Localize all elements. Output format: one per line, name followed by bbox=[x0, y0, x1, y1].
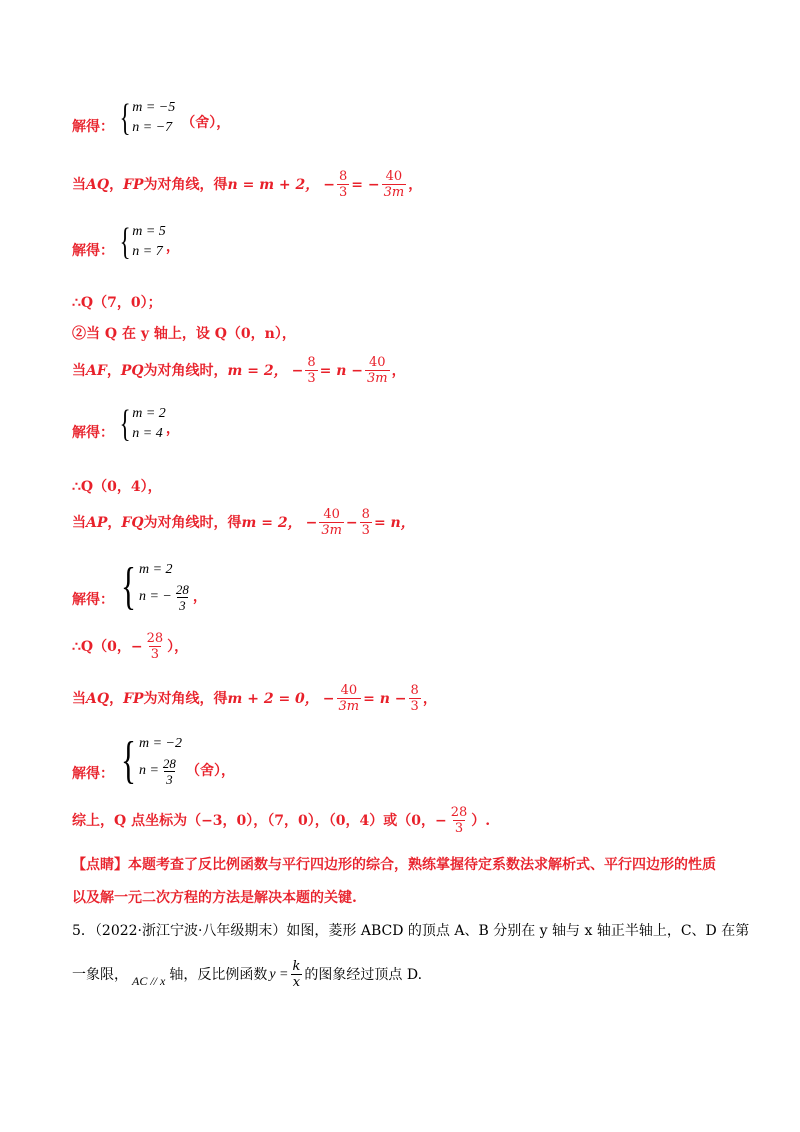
solve-label: 解得： bbox=[72, 592, 114, 608]
segment-label: AF bbox=[86, 362, 107, 379]
equation: m = 2， bbox=[227, 362, 288, 379]
fraction: $\frac{28}{3}$ bbox=[162, 755, 176, 787]
minus-sign: − bbox=[435, 812, 447, 829]
text: ∴Q（0， bbox=[72, 638, 131, 655]
segment-label: FP bbox=[123, 690, 144, 707]
dianjing-line-1 bbox=[72, 858, 716, 872]
segment-label: FQ bbox=[121, 514, 144, 531]
text: ， bbox=[109, 690, 124, 707]
equation-system bbox=[116, 98, 175, 138]
case-aq-fp-2 bbox=[72, 684, 437, 713]
result-q-7-0: ∴Q（7，0）； bbox=[72, 295, 162, 311]
case-aq-fp-1 bbox=[72, 170, 422, 199]
text: ）. bbox=[471, 812, 491, 829]
note: （舍）， bbox=[185, 763, 235, 779]
summary bbox=[72, 806, 490, 835]
text: ， bbox=[109, 176, 124, 193]
fraction: $\frac{40}{3m}$ bbox=[383, 169, 405, 200]
minus-sign: − bbox=[345, 514, 358, 531]
text: 当 bbox=[72, 514, 86, 531]
equals: = n − bbox=[363, 690, 407, 707]
fraction: $\frac{40}{3m}$ bbox=[321, 507, 342, 538]
dianjing-line-2: 以及解一元二次方程的方法是解决本题的关键. bbox=[72, 890, 357, 906]
solution-system-2 bbox=[72, 222, 180, 262]
text: ， bbox=[107, 514, 122, 531]
solution-system-4 bbox=[72, 560, 207, 614]
fraction: $\frac{28}{3}$ bbox=[146, 631, 164, 662]
fraction: $\frac{40}{3m}$ bbox=[367, 355, 388, 386]
text: 当 bbox=[72, 362, 86, 379]
solution-system-5 bbox=[72, 734, 235, 788]
case-af-pq bbox=[72, 356, 406, 385]
text: 为对角线，得 bbox=[143, 176, 228, 193]
fraction: $\frac{8}{3}$ bbox=[410, 683, 419, 714]
system-row: n = − $\frac{28}{3}$ bbox=[138, 581, 189, 613]
fraction: $\frac{8}{3}$ bbox=[338, 169, 348, 200]
text: = n， bbox=[373, 514, 415, 531]
brace-icon: { bbox=[119, 403, 131, 445]
text: ， bbox=[106, 362, 121, 379]
system-row: m = −5 bbox=[132, 100, 176, 115]
solution-system-1 bbox=[72, 98, 230, 138]
equation-system bbox=[116, 560, 193, 614]
segment-label: AP bbox=[86, 514, 108, 531]
solve-label: 解得： bbox=[72, 766, 114, 782]
equals: = n − bbox=[319, 362, 363, 379]
segment-label: AQ bbox=[86, 176, 110, 193]
system-row: m = 2 bbox=[132, 406, 166, 421]
text: ， bbox=[391, 362, 406, 379]
solve-label: 解得： bbox=[72, 425, 114, 441]
system-row: n = 4 bbox=[132, 426, 163, 441]
fraction: $\frac{k}{x}$ bbox=[292, 959, 301, 990]
system-row: m = 2 bbox=[138, 562, 173, 577]
equation-system bbox=[116, 222, 166, 262]
result-q-0-4: ∴Q（0，4）， bbox=[72, 479, 162, 495]
text: 一象限， bbox=[72, 966, 128, 983]
system-row: m = 5 bbox=[132, 224, 166, 239]
dianjing-tag: 【点睛】 bbox=[72, 857, 128, 873]
brace-icon: { bbox=[119, 221, 131, 263]
equation: m + 2 = 0， bbox=[227, 690, 319, 707]
fraction: $\frac{28}{3}$ bbox=[175, 581, 189, 613]
system-row: m = −2 bbox=[138, 736, 182, 751]
minus-sign: − bbox=[305, 514, 318, 531]
math-expression: y = bbox=[269, 966, 289, 982]
equals: = − bbox=[351, 176, 380, 193]
note: ， bbox=[165, 421, 180, 437]
case-2-header: ②当 Q 在 y 轴上，设 Q（0，n）， bbox=[72, 326, 296, 342]
text: 为对角线时， bbox=[143, 362, 228, 379]
system-row: n = 7 bbox=[132, 244, 163, 259]
segment-label: PQ bbox=[120, 362, 144, 379]
fraction: $\frac{8}{3}$ bbox=[361, 507, 370, 538]
fraction: $\frac{8}{3}$ bbox=[307, 355, 316, 386]
note: ， bbox=[192, 589, 207, 605]
equation-system bbox=[116, 734, 182, 788]
text: 为对角线，得 bbox=[143, 690, 228, 707]
solution-system-3 bbox=[72, 404, 180, 444]
brace-icon: { bbox=[119, 97, 131, 139]
system-row: n = −7 bbox=[132, 120, 173, 135]
equation: m = 2， bbox=[241, 514, 302, 531]
text: ）， bbox=[167, 638, 189, 655]
text: ， bbox=[408, 176, 423, 193]
text: 当 bbox=[72, 176, 86, 193]
minus-sign: − bbox=[291, 362, 304, 379]
problem-5-line-2 bbox=[72, 960, 422, 989]
math-expression: AC // x bbox=[132, 973, 166, 988]
text: 综上，Q 点坐标为（−3，0），（7，0），（0，4）或（0， bbox=[72, 812, 435, 829]
fraction: $\frac{28}{3}$ bbox=[450, 805, 468, 836]
solve-label: 解得： bbox=[72, 243, 114, 259]
equation: n = m + 2， bbox=[227, 176, 320, 193]
segment-label: FP bbox=[123, 176, 144, 193]
brace-icon: { bbox=[120, 558, 136, 615]
text: 当 bbox=[72, 690, 86, 707]
minus-sign: − bbox=[130, 638, 143, 655]
text: 的图象经过顶点 D. bbox=[304, 966, 423, 983]
solve-label: 解得： bbox=[72, 119, 114, 135]
fraction: $\frac{40}{3m}$ bbox=[338, 683, 360, 714]
equation-system bbox=[116, 404, 166, 444]
minus-sign: − bbox=[322, 690, 335, 707]
problem-5-line-1: 5．（2022·浙江宁波·八年级期末）如图，菱形 ABCD 的顶点 A、B 分别在 y 轴与 x 轴正半轴上，C、D 在第 bbox=[72, 923, 750, 939]
text: 为对角线时，得 bbox=[143, 514, 242, 531]
result-q-0-neg bbox=[72, 632, 188, 661]
segment-label: AQ bbox=[86, 690, 110, 707]
note: （舍）， bbox=[181, 115, 231, 131]
brace-icon: { bbox=[120, 732, 136, 789]
text: 轴，反比例函数 bbox=[169, 966, 268, 983]
text: 本题考查了反比例函数与平行四边形的综合，熟练掌握待定系数法求解析式、平行四边形的性质 bbox=[128, 857, 716, 873]
minus-sign: − bbox=[323, 176, 335, 193]
text: ， bbox=[422, 690, 437, 707]
system-row: n = $\frac{28}{3}$ bbox=[138, 755, 176, 787]
case-ap-fq bbox=[72, 508, 415, 537]
note: ， bbox=[165, 239, 180, 255]
